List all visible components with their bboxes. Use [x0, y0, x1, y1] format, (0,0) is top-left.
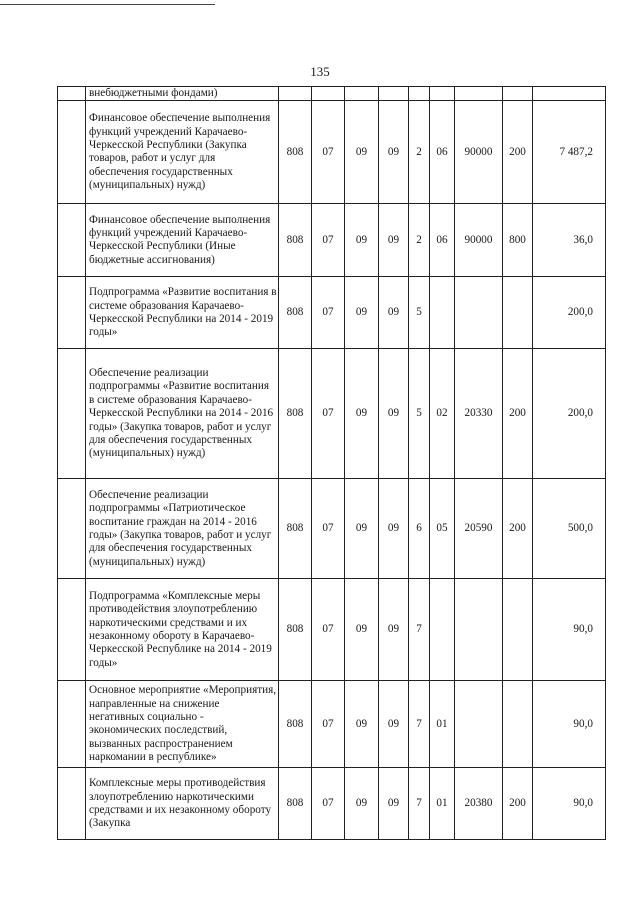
subsection-code-cell: 09 [345, 349, 379, 479]
direction-code-cell: 20380 [455, 768, 503, 840]
table-row [58, 277, 606, 349]
direction-code-cell: 20330 [455, 349, 503, 479]
description-cell [86, 87, 279, 101]
sum-cell: 500,0 [533, 479, 606, 579]
description-cell: Обеспечение реализации подпрограммы «Патриотическое воспитание граждан на 2014 - 2016 годы» (Закупка товаров, работ и услуг для обеспечения государственных (муниципальных) нужд) [86, 479, 279, 579]
program-code-cell: 09 [379, 101, 409, 204]
table-row [58, 204, 606, 277]
event-code-cell [430, 277, 455, 349]
subprogram-code-cell: 2 [409, 101, 430, 204]
expense-type-cell: 200 [503, 349, 533, 479]
section-code-cell: 07 [312, 768, 345, 840]
ministry-code-cell: 808 [279, 479, 312, 579]
row-number-cell [58, 681, 86, 768]
subsection-code-cell: 09 [345, 579, 379, 681]
table-row [58, 101, 606, 204]
event-code-cell: 01 [430, 768, 455, 840]
ministry-code-cell: 808 [279, 277, 312, 349]
direction-code-cell: 20590 [455, 479, 503, 579]
expense-type-cell [503, 681, 533, 768]
sum-cell: 90,0 [533, 681, 606, 768]
ministry-code-cell: 808 [279, 681, 312, 768]
description-cell: Подпрограмма «Развитие воспитания в системе образования Карачаево-Черкесской Республики на 2014 - 2019 годы» [86, 277, 279, 349]
section-code-cell: 07 [312, 349, 345, 479]
top-rule [0, 4, 215, 5]
expense-type-cell [503, 277, 533, 349]
sum-cell: 90,0 [533, 579, 606, 681]
row-number-cell [58, 768, 86, 840]
table-row [58, 681, 606, 768]
subprogram-code-cell: 6 [409, 479, 430, 579]
event-code-cell [430, 579, 455, 681]
ministry-code-cell: 808 [279, 579, 312, 681]
section-code-cell: 07 [312, 277, 345, 349]
subprogram-code-cell: 5 [409, 349, 430, 479]
subprogram-code-cell: 2 [409, 204, 430, 277]
ministry-code-cell: 808 [279, 768, 312, 840]
subsection-code-cell: 09 [345, 681, 379, 768]
subsection-code-cell: 09 [345, 204, 379, 277]
section-code-cell: 07 [312, 579, 345, 681]
subsection-code-cell: 09 [345, 479, 379, 579]
description-cell: Финансовое обеспечение выполнения функций учреждений Карачаево-Черкесской Республики (Закупка товаров, работ и услуг для обеспечения государственных (муниципальных) нужд) [86, 101, 279, 204]
expense-type-cell: 200 [503, 101, 533, 204]
subsection-code-cell: 09 [345, 277, 379, 349]
expense-type-cell: 800 [503, 204, 533, 277]
expense-type-cell [503, 579, 533, 681]
row-number-cell [58, 277, 86, 349]
direction-code-cell [455, 681, 503, 768]
direction-code-cell: 90000 [455, 101, 503, 204]
sum-cell: 36,0 [533, 204, 606, 277]
ministry-code-cell: 808 [279, 204, 312, 277]
program-code-cell: 09 [379, 579, 409, 681]
description-cell: Финансовое обеспечение выполнения функций учреждений Карачаево-Черкесской Республики (Иные бюджетные ассигнования) [86, 204, 279, 277]
event-code-cell: 06 [430, 204, 455, 277]
page-number: 135 [310, 64, 330, 79]
sum-cell: 7 487,2 [533, 101, 606, 204]
subsection-code-cell: 09 [345, 768, 379, 840]
program-code-cell: 09 [379, 768, 409, 840]
program-code-cell: 09 [379, 277, 409, 349]
row-number-cell [58, 349, 86, 479]
table-row [58, 768, 606, 840]
event-code-cell: 05 [430, 479, 455, 579]
row-number-cell [58, 579, 86, 681]
ministry-code-cell: 808 [279, 101, 312, 204]
ministry-code-cell: 808 [279, 349, 312, 479]
direction-code-cell: 90000 [455, 204, 503, 277]
sum-cell: 90,0 [533, 768, 606, 840]
description-cell: Комплексные меры противодействия злоупотреблению наркотическими средствами и их незаконному обороту (Закупка [86, 768, 279, 840]
section-code-cell: 07 [312, 681, 345, 768]
continuation-text: внебюджетными фондами) [89, 87, 218, 99]
section-code-cell: 07 [312, 204, 345, 277]
row-number-cell [58, 479, 86, 579]
description-cell: Основное мероприятие «Мероприятия, направленные на снижение негативных социально - экономических последствий, вызванных распространением наркомании в республике» [86, 681, 279, 768]
subprogram-code-cell: 5 [409, 277, 430, 349]
subprogram-code-cell: 7 [409, 579, 430, 681]
subprogram-code-cell: 7 [409, 681, 430, 768]
direction-code-cell [455, 579, 503, 681]
subsection-code-cell: 09 [345, 101, 379, 204]
table-row-continuation [58, 87, 606, 101]
table-row [58, 349, 606, 479]
program-code-cell: 09 [379, 204, 409, 277]
event-code-cell: 06 [430, 101, 455, 204]
sum-cell: 200,0 [533, 277, 606, 349]
table-row [58, 579, 606, 681]
section-code-cell: 07 [312, 101, 345, 204]
row-number-cell [58, 87, 86, 101]
section-code-cell: 07 [312, 479, 345, 579]
sum-cell: 200,0 [533, 349, 606, 479]
event-code-cell: 01 [430, 681, 455, 768]
program-code-cell: 09 [379, 479, 409, 579]
row-number-cell [58, 204, 86, 277]
expense-type-cell: 200 [503, 768, 533, 840]
program-code-cell: 09 [379, 681, 409, 768]
table-row [58, 479, 606, 579]
row-number-cell [58, 101, 86, 204]
subprogram-code-cell: 7 [409, 768, 430, 840]
direction-code-cell [455, 277, 503, 349]
expense-type-cell: 200 [503, 479, 533, 579]
description-cell: Подпрограмма «Комплексные меры противодействия злоупотреблению наркотическими средствами и их незаконному обороту в Карачаево-Черкесской Республике на 2014 - 2019 годы» [86, 579, 279, 681]
event-code-cell: 02 [430, 349, 455, 479]
description-cell: Обеспечение реализации подпрограммы «Развитие воспитания в системе образования Карачаево-Черкесской Республики на 2014 - 2016 годы» (Закупка товаров, работ и услуг для обеспечения государственных (муниципальных) нужд) [86, 349, 279, 479]
program-code-cell: 09 [379, 349, 409, 479]
budget-table [57, 86, 606, 840]
